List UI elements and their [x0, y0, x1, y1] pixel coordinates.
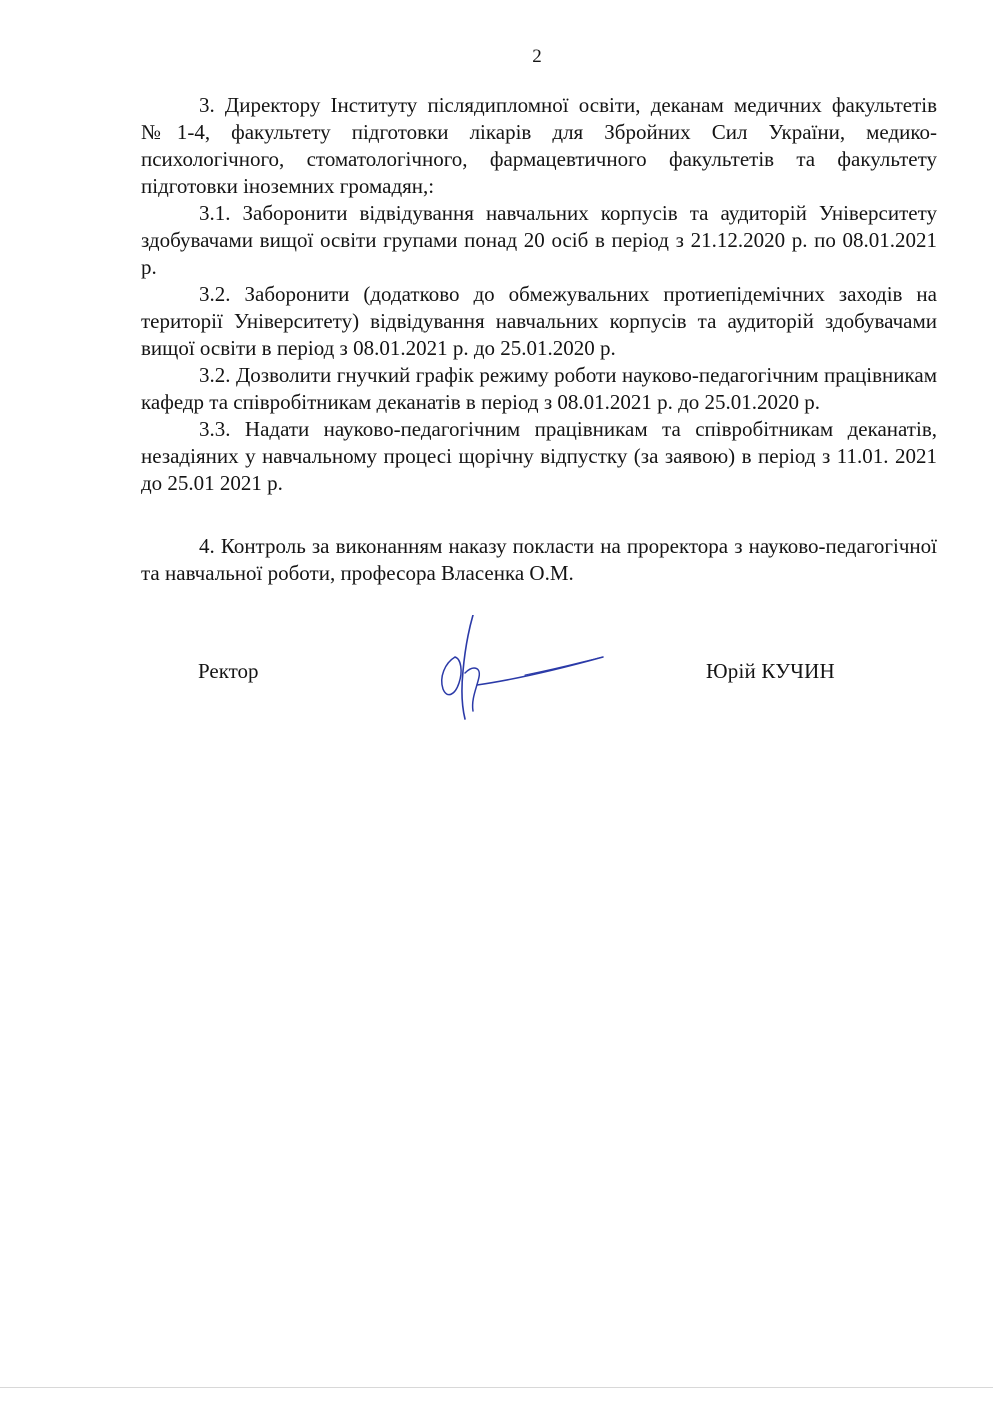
signatory-name: Юрій КУЧИН — [706, 659, 835, 683]
paragraph-3-1: 3.1. Заборонити відвідування навчальних корпусів та аудиторій Університету здобувачами вищої освіти групами понад 20 осіб в період з 21.12.2020 р. по 08.01.2021 р. — [141, 201, 937, 279]
paragraph-3-3: 3.3. Надати науково-педагогічним працівникам та співробітникам деканатів, незадіяних у навчальному процесі щорічну відпустку (за заявою) в період з 11.01. 2021 до 25.01 2021 р. — [141, 417, 937, 495]
document-body — [141, 92, 937, 587]
scan-edge-line — [0, 1387, 993, 1388]
signature-block — [0, 655, 993, 735]
paragraph-3: 3. Директору Інституту післядипломної освіти, деканам медичних факультетів №1-4, факультету підготовки лікарів для Збройних Сил України, медико-психологічного, стоматологічного, фармацевтичного факультетів та факультету підготовки іноземних громадян,: — [141, 93, 937, 198]
paragraph-3-2-prohibit: 3.2. Заборонити (додатково до обмежувальних протиепідемічних заходів на території Університету) відвідування навчальних корпусів та аудиторій здобувачами вищої освіти в період з 08.01.2021 р. до 25.01.2020 р. — [141, 282, 937, 360]
handwritten-signature — [425, 615, 615, 725]
paragraph-spacer — [141, 497, 937, 533]
paragraph-3-2-allow: 3.2. Дозволити гнучкий графік режиму роботи науково-педагогічним працівникам кафедр та співробітникам деканатів в період з 08.01.2021 р. до 25.01.2020 р. — [141, 363, 937, 414]
page-number: 2 — [532, 46, 542, 67]
paragraph-4: 4. Контроль за виконанням наказу покласти на проректора з науково-педагогічної та навчальної роботи, професора Власенка О.М. — [141, 534, 937, 585]
signatory-title: Ректор — [198, 659, 259, 683]
